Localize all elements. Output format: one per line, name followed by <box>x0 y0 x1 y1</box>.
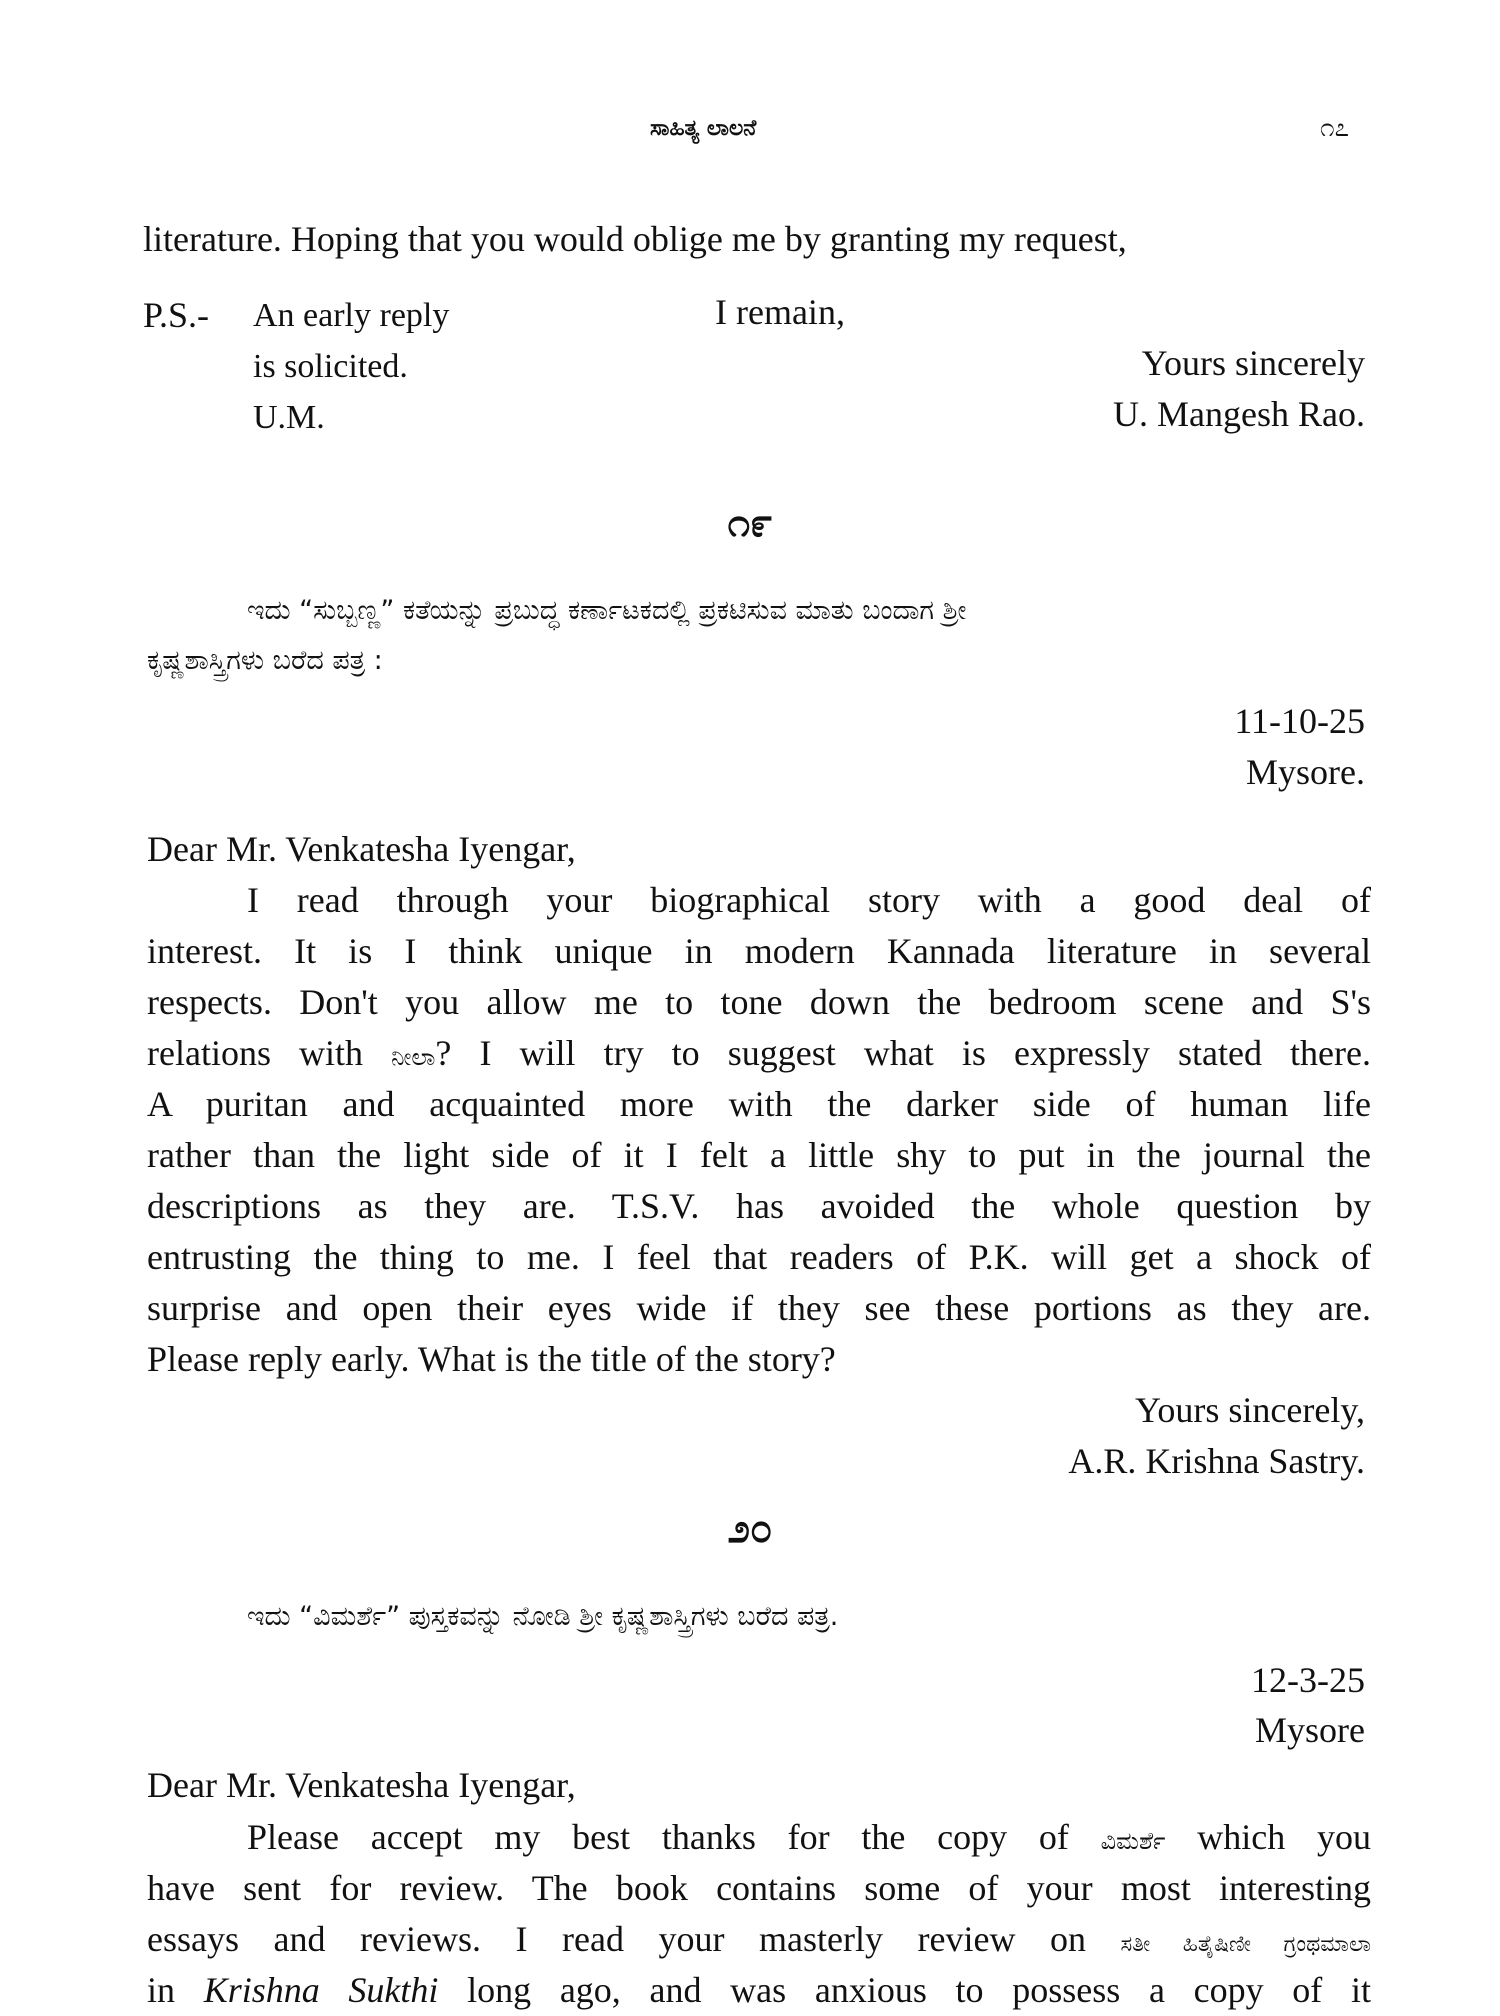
salutation: Dear Mr. Venkatesha Iyengar, <box>147 1765 576 1805</box>
body-line: surprise and open their eyes wide if they see these portions as they are. <box>147 1288 1371 1328</box>
body-line: I read through your biographical story with a good deal of <box>247 880 1371 920</box>
letter-body <box>147 875 1371 1385</box>
kannada-name: ನೀಲಾ <box>391 1043 436 1071</box>
body-line <box>147 1028 1371 1079</box>
body-line <box>147 1965 1371 2016</box>
letter-number: ೨೦ <box>727 1506 773 1552</box>
kannada-title: ಸತೀ ಹಿತೈಷಿಣೀ ಗ್ರಂಥಮಾಲಾ <box>1120 1932 1371 1957</box>
body-line: entrusting the thing to me. I feel that readers of P.K. will get a shock of <box>147 1237 1371 1277</box>
signature-yours: Yours sincerely, <box>1135 1390 1365 1430</box>
ps-label: P.S.- <box>143 295 210 335</box>
body-line: descriptions as they are. T.S.V. has avoided the whole question by <box>147 1186 1371 1226</box>
body-line: A puritan and acquainted more with the darker side of human life <box>147 1084 1371 1124</box>
signature-name: A.R. Krishna Sastry. <box>1068 1441 1365 1481</box>
body-text: ? I will try to suggest what is expressly stated there. <box>435 1033 1371 1073</box>
body-line: have sent for review. The book contains some of your most interesting <box>147 1868 1371 1908</box>
letter-intro: ಇದು “ಸುಬ್ಬಣ್ಣ” ಕತೆಯನ್ನು ಪ್ರಬುದ್ಧ ಕರ್ಣಾಟಕದಲ್ಲಿ ಪ್ರಕಟಿಸುವ ಮಾತು ಬಂದಾಗ ಶ್ರೀ <box>247 595 967 626</box>
letter-intro: ಇದು “ವಿಮರ್ಶೆ” ಪುಸ್ತಕವನ್ನು ನೋಡಿ ಶ್ರೀ ಕೃಷ್ಣಶಾಸ್ತ್ರಿಗಳು ಬರೆದ ಪತ್ರ. <box>247 1601 839 1632</box>
journal-title: Krishna Sukthi <box>203 1970 439 2010</box>
letter-place: Mysore <box>1255 1710 1365 1750</box>
letter-intro: ಕೃಷ್ಣಶಾಸ್ತ್ರಿಗಳು ಬರೆದ ಪತ್ರ : <box>147 645 383 676</box>
running-title: ಸಾಹಿತ್ಯ ಲಾಲನೆ <box>650 116 757 141</box>
closing-line: literature. Hoping that you would oblige me by granting my request, <box>143 219 1127 259</box>
letter-date: 11-10-25 <box>1234 701 1365 741</box>
body-line: interest. It is I think unique in modern Kannada literature in several <box>147 931 1371 971</box>
body-line: respects. Don't you allow me to tone down the bedroom scene and S's <box>147 982 1371 1022</box>
body-text: essays and reviews. I read your masterly review on <box>147 1919 1121 1959</box>
body-line <box>147 1914 1371 1965</box>
body-line <box>147 1812 1371 1863</box>
signature-name: U. Mangesh Rao. <box>1113 394 1365 434</box>
letter-body <box>147 1812 1371 2016</box>
body-text: in <box>147 1970 204 2010</box>
letter-place: Mysore. <box>1246 752 1365 792</box>
letter-number: ೧೯ <box>727 500 773 546</box>
body-line: Please reply early. What is the title of the story? <box>147 1339 836 1379</box>
signature-yours: Yours sincerely <box>1141 343 1365 383</box>
kannada-title: ವಿಮರ್ಶೆ <box>1100 1827 1166 1855</box>
body-text: Please accept my best thanks for the copy of <box>247 1817 1101 1857</box>
salutation: Dear Mr. Venkatesha Iyengar, <box>147 829 576 869</box>
body-text: relations with <box>147 1033 392 1073</box>
ps-line: An early reply <box>253 297 450 334</box>
body-text: long ago, and was anxious to possess a copy of it <box>438 1970 1371 2010</box>
page-number: ೧೭ <box>1320 113 1350 143</box>
ps-line: is solicited. <box>253 348 408 385</box>
letter-date: 12-3-25 <box>1251 1660 1365 1700</box>
remain-text: I remain, <box>715 292 845 332</box>
body-line: rather than the light side of it I felt a little shy to put in the journal the <box>147 1135 1371 1175</box>
body-text: which you <box>1165 1817 1371 1857</box>
ps-line: U.M. <box>253 399 325 436</box>
